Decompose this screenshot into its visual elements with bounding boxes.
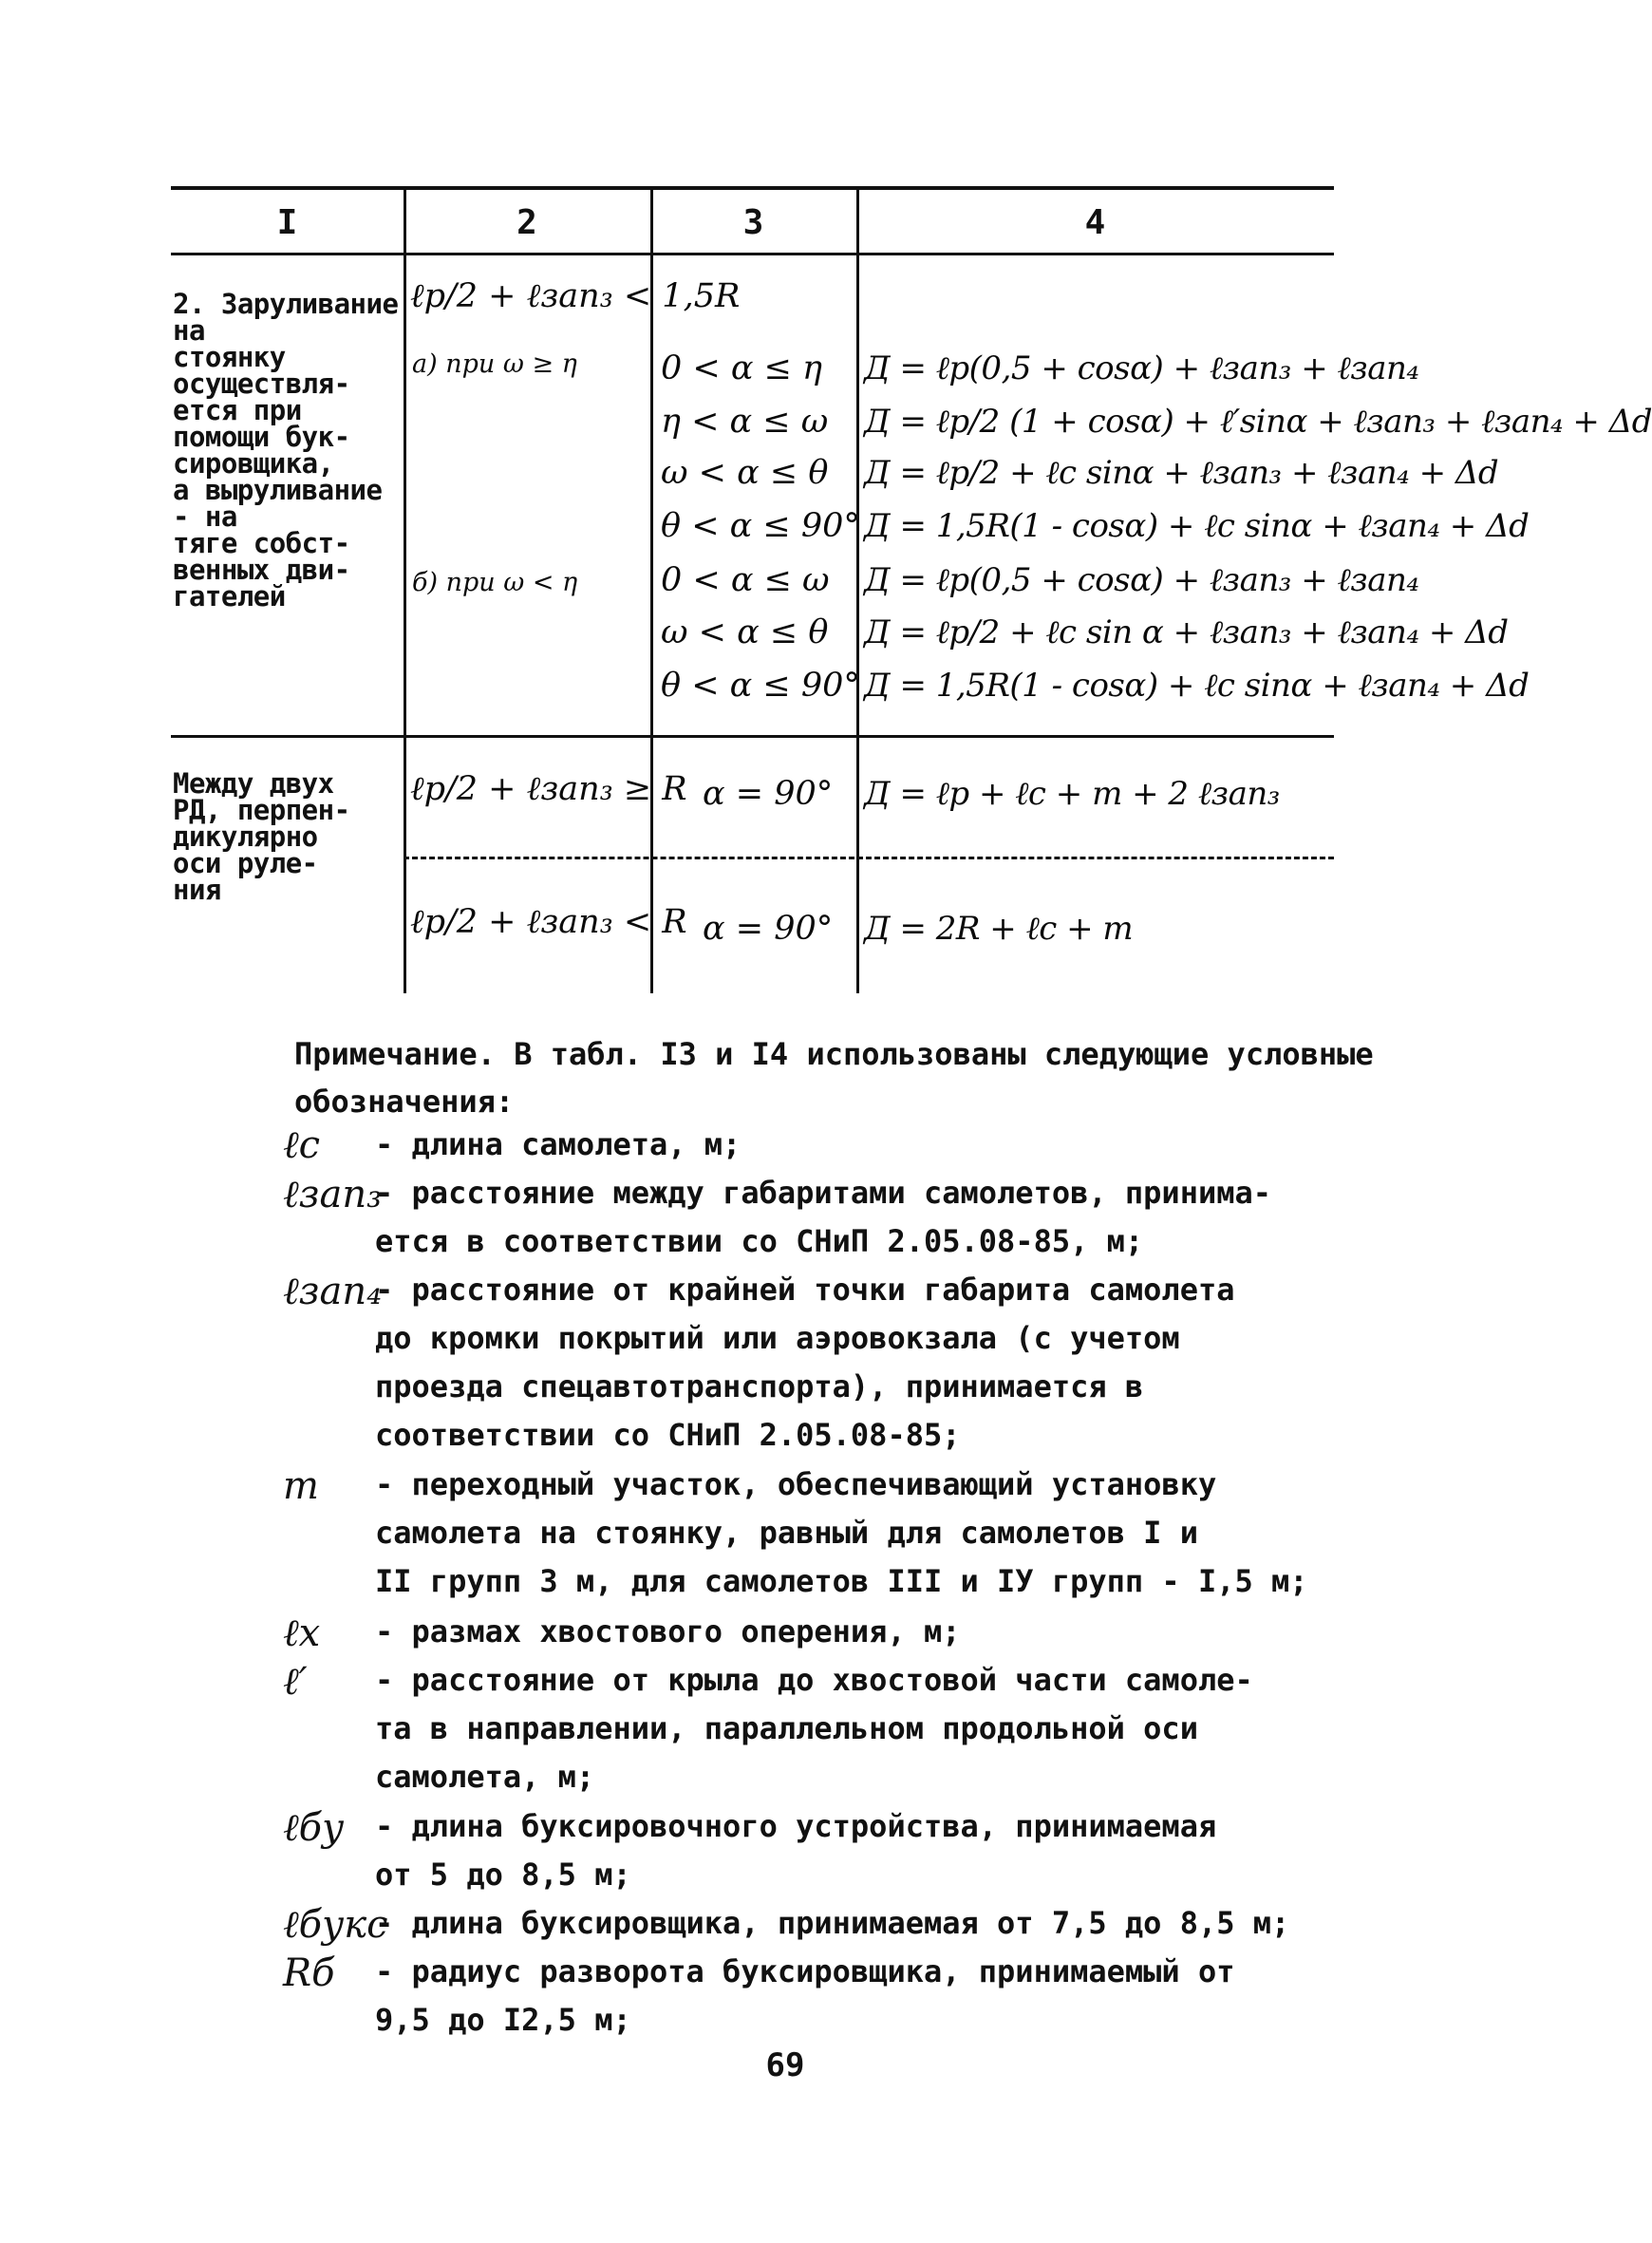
table-top-rule <box>171 186 1334 190</box>
symbol-m: m <box>283 1464 319 1508</box>
section2-row2-angle: α = 90° <box>703 910 834 948</box>
range-1: 0 < α ≤ η <box>661 349 823 387</box>
range-3: ω < α ≤ θ <box>661 454 829 492</box>
section2-row1-condition: ℓр/2 + ℓзап₃ ≥ R <box>410 770 687 808</box>
definition-m: - переходный участок, обеспечивающий установку самолета на стоянку, равный для самолетов I и II групп 3 м, для самолетов III и IУ групп - I,5 м; <box>375 1466 1308 1599</box>
symbol-lzap3: ℓзап₃ <box>283 1173 383 1216</box>
column-header-1: I <box>276 203 298 242</box>
section2-row2-condition: ℓр/2 + ℓзап₃ < R <box>410 903 687 941</box>
formula-table <box>171 186 1652 993</box>
range-6: ω < α ≤ θ <box>661 613 829 651</box>
section1-case-b: б) при ω < η <box>412 568 578 597</box>
section2-row1-angle: α = 90° <box>703 775 834 813</box>
definition-aircraft-length: - длина самолета, м; <box>375 1126 742 1162</box>
formula-1: Д = ℓр(0,5 + cosα) + ℓзап₃ + ℓзап₄ <box>864 349 1419 387</box>
definition-lzap3: - расстояние между габаритами самолетов, принима- ется в соответствии со СНиП 2.05.08-85, м; <box>375 1175 1272 1259</box>
range-5: 0 < α ≤ ω <box>661 561 830 599</box>
symbol-rb: Rб <box>283 1951 335 1995</box>
definition-l-prime: - расстояние от крыла до хвостовой части самоле- та в направлении, параллельном продольной оси самолета, м; <box>375 1662 1253 1795</box>
formula-6: Д = ℓр/2 + ℓс sin α + ℓзап₃ + ℓзап₄ + Δd <box>864 613 1509 651</box>
symbol-lx: ℓх <box>283 1612 321 1655</box>
definition-lx: - размах хвостового оперения, м; <box>375 1613 961 1649</box>
column-header-3: 3 <box>742 203 764 242</box>
range-2: η < α ≤ ω <box>661 403 829 441</box>
subrow-divider-rule <box>404 857 1334 859</box>
section1-case-a: а) при ω ≥ η <box>412 349 577 379</box>
column-header-4: 4 <box>1084 203 1106 242</box>
definition-lbu: - длина буксировочного устройства, принимаемая от 5 до 8,5 м; <box>375 1808 1217 1893</box>
definition-rb: - радиус разворота буксировщика, принимаемый от 9,5 до I2,5 м; <box>375 1953 1235 2038</box>
symbol-lbuks: ℓбукс <box>283 1903 388 1947</box>
column-rule-1 <box>404 186 406 993</box>
formula-4: Д = 1,5R(1 - cosα) + ℓс sinα + ℓзап₄ + Δd <box>864 507 1530 545</box>
range-7: θ < α ≤ 90° <box>661 667 860 705</box>
definition-lbuks: - длина буксировщика, принимаемая от 7,5 до 8,5 м; <box>375 1905 1290 1941</box>
section2-row2-formula: Д = 2R + ℓс + m <box>864 910 1134 948</box>
section2-row1-formula: Д = ℓр + ℓс + m + 2 ℓзап₃ <box>864 775 1280 813</box>
section2-description: Между двух РД, перпен- дикулярно оси руле- ния <box>173 767 350 906</box>
formula-3: Д = ℓр/2 + ℓс sinα + ℓзап₃ + ℓзап₄ + Δd <box>864 454 1499 492</box>
formula-2: Д = ℓр/2 (1 + cosα) + ℓ′sinα + ℓзап₃ + ℓзап₄ + Δd <box>864 403 1652 441</box>
formula-5: Д = ℓр(0,5 + cosα) + ℓзап₃ + ℓзап₄ <box>864 561 1419 599</box>
range-4: θ < α ≤ 90° <box>661 507 860 545</box>
definition-lzap4: - расстояние от крайней точки габарита самолета до кромки покрытий или аэровокзала (с учетом проезда спецавтотранспорта), принимается в соответствии со СНиП 2.05.08-85; <box>375 1272 1235 1453</box>
formula-7: Д = 1,5R(1 - cosα) + ℓс sinα + ℓзап₄ + Δd <box>864 667 1530 705</box>
note-heading: Примечание. В табл. I3 и I4 использованы следующие условные обозначения: <box>294 1036 1374 1120</box>
section1-condition: ℓр/2 + ℓзап₃ < 1,5R <box>410 277 741 315</box>
header-bottom-rule <box>171 253 1334 255</box>
column-rule-3 <box>856 186 859 993</box>
symbol-lbu: ℓбу <box>283 1806 345 1850</box>
symbol-aircraft-length: ℓс <box>283 1123 321 1167</box>
section1-description: 2. Заруливание на стоянку осуществля- ется при помощи бук- сировщика, а выруливание - на тяге собст- венных дви- гателей <box>173 288 399 613</box>
column-header-2: 2 <box>516 203 537 242</box>
page-number: 69 <box>765 2046 805 2084</box>
symbol-lzap4: ℓзап₄ <box>283 1270 383 1313</box>
section-divider-rule <box>171 735 1334 738</box>
symbol-l-prime: ℓ′ <box>283 1660 308 1704</box>
